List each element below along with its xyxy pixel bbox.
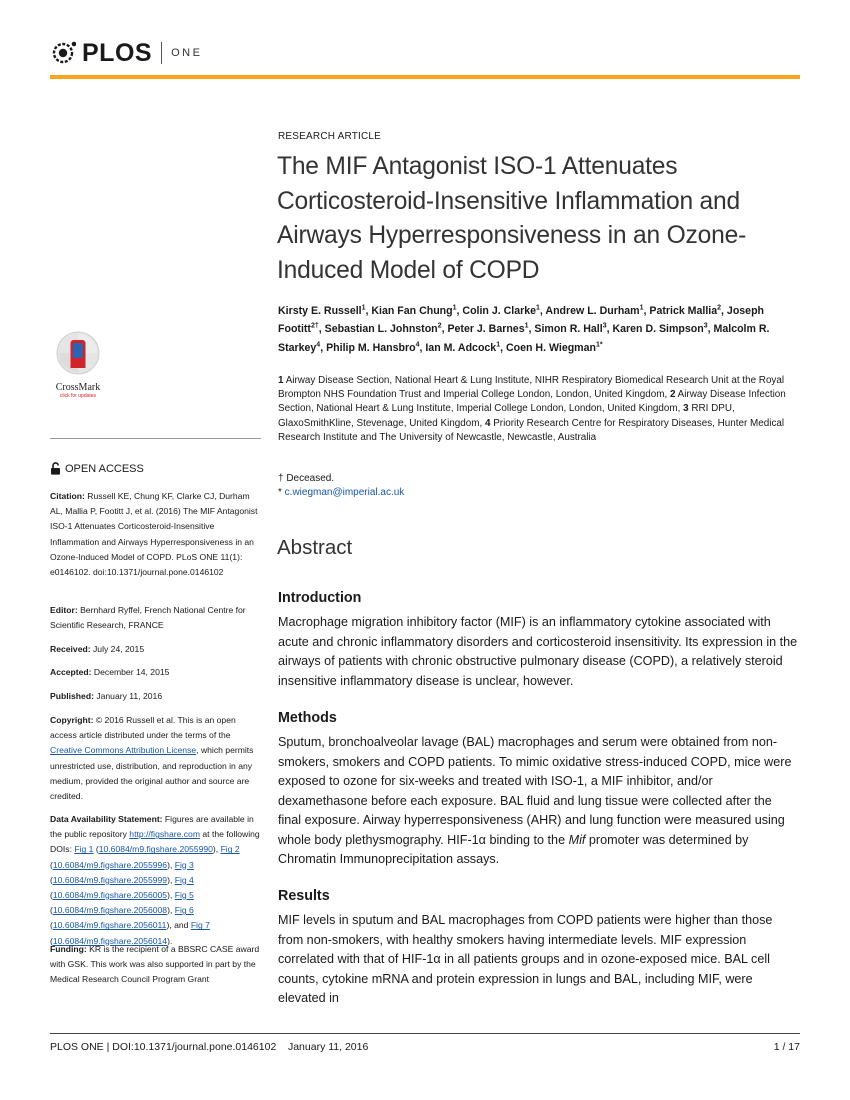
open-access-badge	[50, 462, 144, 475]
author-name: Kirsty E. Russell	[278, 304, 362, 317]
fig4-doi-link[interactable]: 10.6084/m9.figshare.2056005	[52, 890, 168, 901]
author-affiliation-mark: 1	[361, 304, 366, 311]
author-affiliation-mark: 3	[602, 322, 607, 330]
crossmark-label: CrossMark	[55, 382, 101, 393]
author-list	[278, 300, 806, 357]
crossmark-sublabel: click for updates	[59, 393, 97, 399]
author-affiliation-mark: 1	[639, 304, 644, 311]
corresponding-email-link[interactable]: c.wiegman@imperial.ac.uk	[284, 487, 405, 498]
citation-text: Russell KE, Chung KF, Clarke CJ, Durham AL, Mallia P, Footitt J, et al. (2016) The MIF Antagonist ISO-1 Attenuates Corticosteroid-Insensitive Inflammation and Airways Hyperresponsiveness in an Ozone-Induced Model of COPD. PLoS ONE 11(1): e0146102. doi:10.1371/journal.pone.0146102	[50, 491, 258, 578]
author-separator: ,	[707, 323, 714, 336]
open-lock-icon	[50, 462, 61, 475]
crossmark-icon	[55, 330, 101, 376]
corresponding-author	[278, 486, 798, 500]
author-separator: ,	[539, 304, 546, 317]
author-affiliation-mark: 2	[437, 322, 442, 330]
funding-block	[50, 942, 262, 988]
logo-divider	[161, 42, 162, 64]
funding-text: KR is the recipient of a BBSRC CASE award with GSK. This work was also supported in part by the Medical Research Council Program Grant	[50, 944, 260, 985]
copyright-label: Copyright:	[50, 715, 94, 725]
author-name: Sebastian L. Johnston	[324, 323, 438, 336]
author-name: Philip M. Hansbro	[326, 342, 416, 355]
fig4-link[interactable]: Fig 4	[174, 874, 194, 885]
data-availability-block: Data Availability Statement: Figures are available in the public repository http://figshare.com at the following DOIs: Fig 1 (10.6084/m9.figshare.2055990), Fig 2 (10.6084/m9.figshare.2055996), Fig 3 (10.6084/m9.figshare.2055999), Fig 4 (10.6084/m9.figshare.2056005), Fig 5 (10.6084/m9.figshare.2056008), Fig 6 (10.6084/m9.figshare.2056011), and Fig 7 (10.6084/m9.figshare.2056014).	[50, 814, 260, 946]
data-availability-text-1: Figures are available in the public repository	[50, 814, 254, 840]
accepted-date: December 14, 2015	[91, 667, 170, 677]
author-affiliation-mark: 1	[496, 341, 501, 349]
author-affiliation-mark: 1*	[595, 341, 603, 349]
received-block	[50, 642, 262, 657]
author-separator: ,	[365, 304, 372, 317]
author-name: Coen H. Wiegman	[506, 342, 596, 355]
open-access-label: OPEN ACCESS	[65, 462, 144, 475]
page-number: 1 / 17	[773, 1041, 800, 1053]
results-text: MIF levels in sputum and BAL macrophages from COPD patients were higher than those from non-smokers, with healthy smokers having intermediate levels. MIF expression correlated with that of HIF-1α in all patients groups and in ozone-exposed mice. BAL cell counts, cytokine mRNA and protein expression in lungs and BAL, including MIF, were elevated in	[278, 913, 773, 1005]
author-name: Joseph Footitt	[278, 304, 765, 336]
editor-block	[50, 603, 262, 633]
author-separator: ,	[318, 323, 325, 336]
author-name: Peter J. Barnes	[447, 323, 525, 336]
author	[425, 342, 506, 354]
license-link[interactable]: Creative Commons Attribution License	[50, 745, 197, 756]
mif-gene-italic: Mif	[568, 832, 586, 847]
plos-logo-icon	[50, 40, 76, 66]
author-separator: ,	[456, 304, 463, 317]
header-accent-rule	[50, 75, 800, 79]
fig1-doi-link[interactable]: 10.6084/m9.figshare.2055990	[98, 844, 213, 855]
author-separator: ,	[721, 304, 727, 317]
affiliation-number: 1	[278, 375, 284, 386]
methods-text-1: Sputum, bronchoalveolar lavage (BAL) macrophages and serum were obtained from non-smokers, smokers and COPD patients. To mimic oxidative stress-induced COPD, mice were exposed to ozone for six-weeks and treated with ISO-1, a MIF inhibitor, and/or dexamethasone before each exposure. BAL fluid and lung tissue were collected after the final exposure. Airway hyperresponsiveness (AHR) and lung function were measured using whole body plethysmography. HIF-1α binding to the	[278, 735, 792, 847]
author-separator: ,	[419, 342, 426, 355]
abstract-heading: Abstract	[277, 536, 353, 559]
author	[447, 323, 534, 335]
author-name: Simon R. Hall	[534, 323, 603, 336]
fig1-link[interactable]: Fig 1	[74, 844, 94, 855]
author-name: Ian M. Adcock	[425, 342, 497, 355]
copyright-text-1: © 2016 Russell et al. This is an open access article distributed under the terms of the	[50, 715, 236, 741]
author-affiliation-mark: 1	[524, 322, 529, 330]
methods-text-2: promoter was determined by Chromatin Immunoprecipitation assays.	[278, 832, 749, 866]
sidebar-divider	[50, 438, 261, 439]
author-affiliation-mark: 4	[316, 341, 321, 349]
author	[326, 342, 425, 354]
citation-label: Citation:	[50, 491, 85, 501]
author-separator: ,	[500, 342, 506, 355]
author-affiliation-mark: 1	[452, 304, 457, 311]
introduction-heading: Introduction	[278, 590, 362, 606]
fig7-doi-link[interactable]: 10.6084/m9.figshare.2056014	[52, 935, 168, 946]
received-date: July 24, 2015	[90, 644, 145, 654]
accepted-block	[50, 665, 262, 680]
page-footer	[50, 1041, 800, 1053]
author-affiliation-mark: 3	[703, 322, 708, 330]
logo-one-text: ONE	[171, 47, 203, 59]
footer-rule	[50, 1033, 800, 1034]
author	[325, 323, 448, 335]
author-affiliation-mark: 4	[415, 341, 420, 349]
introduction-text: Macrophage migration inhibitory factor (MIF) is an inflammatory cytokine associated with acute and chronic inflammatory disorders and corticosteroid insensitivity. Its expression in the airways of patients with chronic obstructive pulmonary disease (COPD), a relatively steroid insensitive inflammatory disease is unclear, however.	[278, 615, 798, 688]
article-title: The MIF Antagonist ISO-1 Attenuates Corticosteroid-Insensitive Inflammation and Airways Hyperresponsiveness in an Ozone-Induced Model of COPD	[277, 153, 747, 284]
author	[534, 323, 612, 335]
crossmark-badge[interactable]	[50, 330, 106, 399]
editor-label: Editor:	[50, 605, 78, 615]
methods-text	[278, 733, 798, 870]
affiliation-number: 3	[683, 403, 689, 415]
methods-heading: Methods	[278, 710, 337, 726]
fig5-link[interactable]: Fig 5	[174, 890, 194, 901]
author-name: Malcolm R. Starkey	[278, 323, 770, 355]
fig6-link[interactable]: Fig 6	[174, 905, 194, 916]
author-name: Kian Fan Chung	[371, 304, 453, 317]
fig3-link[interactable]: Fig 3	[174, 859, 194, 870]
editor-text: Bernhard Ryffel, French National Centre for Scientific Research, FRANCE	[50, 605, 246, 631]
published-block	[50, 689, 262, 704]
author-name: Andrew L. Durham	[545, 304, 640, 317]
figshare-link[interactable]: http://figshare.com	[129, 829, 200, 840]
copyright-text-2: , which permits unrestricted use, distribution, and reproduction in any medium, provided the original author and source are credited.	[50, 745, 254, 802]
data-availability-text-2: at the following DOIs:	[50, 829, 260, 855]
fig6-doi-link[interactable]: 10.6084/m9.figshare.2056011	[52, 920, 167, 931]
affiliation-text: Airway Disease Infection Section, National Heart & Lung Institute, Imperial College London, London, United Kingdom,	[278, 389, 786, 415]
deceased-note: † Deceased.	[278, 473, 335, 484]
author	[649, 305, 727, 317]
author	[506, 342, 603, 354]
affiliation-number: 2	[669, 389, 676, 401]
funding-label: Funding:	[50, 944, 87, 954]
author-separator: ,	[606, 323, 613, 336]
affiliation-text: Airway Disease Section, National Heart & Lung Institute, NIHR Respiratory Biomedical Research Unit at the Royal Brompton NHS Foundation Trust and Imperial College London, London, United Kingdom,	[278, 375, 785, 401]
author-name: Patrick Mallia	[649, 304, 718, 317]
fig5-doi-link[interactable]: 10.6084/m9.figshare.2056008	[52, 905, 168, 916]
author-name: Colin J. Clarke	[462, 304, 537, 317]
author-separator: ,	[643, 304, 650, 317]
footer-citation: PLOS ONE | DOI:10.1371/journal.pone.0146102 January 11, 2016	[50, 1041, 369, 1053]
author-affiliation-mark: 1	[536, 304, 540, 311]
results-heading: Results	[278, 888, 330, 904]
received-label: Received:	[50, 644, 91, 654]
author-separator: ,	[528, 323, 535, 336]
corresponding-mark: *	[278, 487, 285, 498]
published-label: Published:	[50, 691, 94, 701]
fig3-doi-link[interactable]: 10.6084/m9.figshare.2055999	[52, 874, 168, 885]
author-affiliation-mark: 2	[717, 304, 722, 311]
data-availability-label: Data Availability Statement:	[50, 814, 163, 824]
published-date: January 11, 2016	[93, 691, 163, 701]
author-name: Karen D. Simpson	[612, 323, 704, 336]
author-separator: ,	[320, 342, 327, 355]
citation-block	[50, 489, 262, 580]
fig7-link[interactable]: Fig 7	[190, 920, 210, 931]
author-affiliation-mark: 2†	[310, 322, 319, 330]
author	[278, 305, 371, 317]
fig2-link[interactable]: Fig 2	[220, 844, 240, 855]
article-type: RESEARCH ARTICLE	[278, 131, 382, 142]
affiliation-number: 4	[484, 417, 491, 429]
author	[612, 323, 713, 335]
journal-logo[interactable]	[50, 38, 202, 68]
author-separator: ,	[441, 323, 448, 336]
affiliations	[278, 374, 806, 445]
affiliation-text: RRI DPU, GlaxoSmithKline, Stevenage, United Kingdom,	[278, 403, 735, 429]
fig2-doi-link[interactable]: 10.6084/m9.figshare.2055996	[52, 859, 168, 870]
author-notes	[278, 472, 798, 500]
author	[545, 305, 649, 317]
author	[462, 305, 545, 317]
accepted-label: Accepted:	[50, 667, 92, 677]
author	[371, 305, 462, 317]
copyright-block	[50, 713, 262, 804]
affiliation-text: Priority Research Centre for Respiratory Diseases, Hunter Medical Research Institute and The University of Newcastle, Newcastle, Australia	[278, 417, 785, 443]
logo-plos-text: PLOS	[82, 38, 153, 67]
